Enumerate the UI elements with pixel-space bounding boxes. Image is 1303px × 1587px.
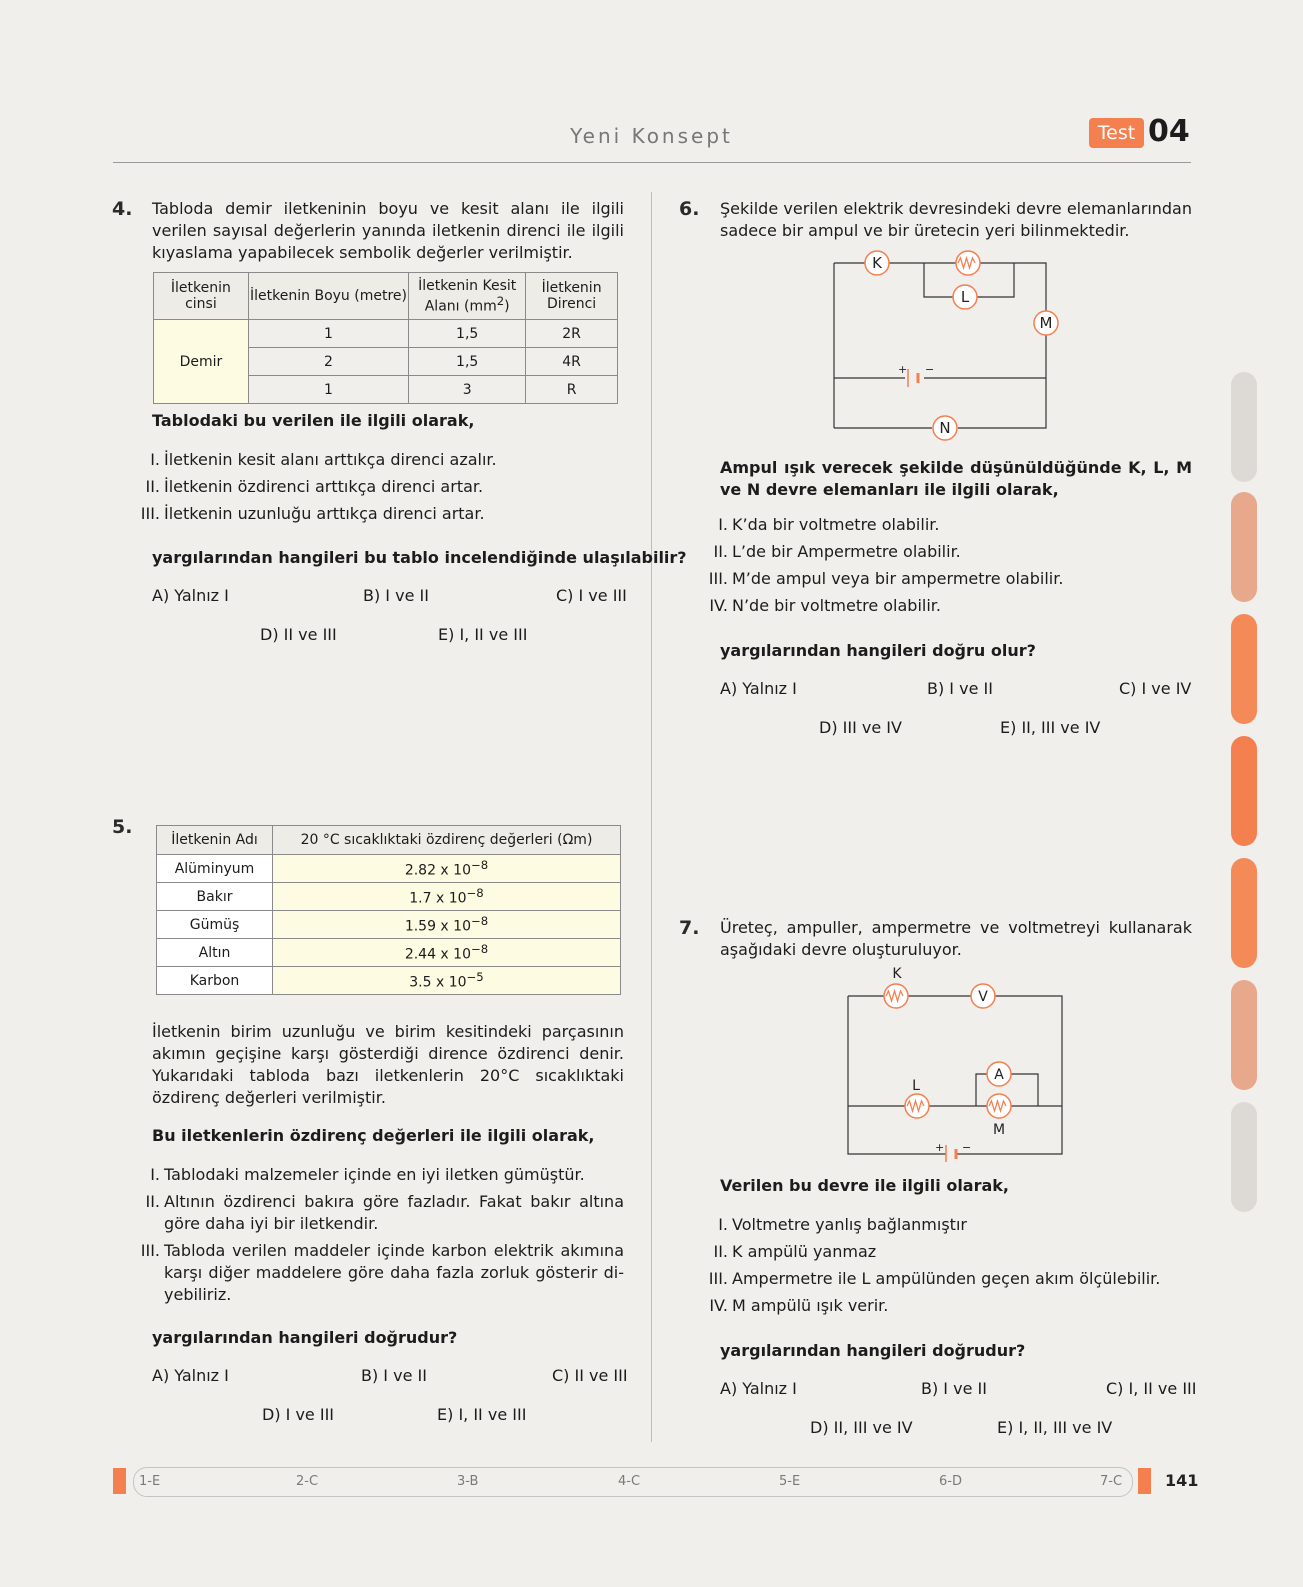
q4-item (132, 503, 485, 525)
q4-option-d[interactable]: D) II ve III (260, 625, 337, 644)
element-k-label: K (872, 254, 882, 272)
table-cell: 1,5 (409, 320, 526, 348)
q7-item (700, 1241, 876, 1263)
item-text: N’de bir voltmetre olabilir. (732, 596, 941, 615)
q5-th-name: İletkenin Adı (157, 826, 273, 855)
q4-th-material: İletkenin cinsi (154, 273, 249, 320)
item-text: Ampermetre ile L ampülünden geçen akım ölçülebilir. (732, 1269, 1161, 1288)
item-text: L’de bir Ampermetre olabilir. (732, 542, 961, 561)
side-tab[interactable] (1231, 492, 1257, 602)
table-cell: Altın (157, 939, 273, 967)
q4-material-cell: Demir (154, 320, 249, 404)
q5-option-d[interactable]: D) I ve III (262, 1405, 335, 1424)
table-cell (273, 967, 621, 995)
q6-number: 6. (679, 198, 700, 220)
q7-option-c[interactable]: C) I, II ve III (1106, 1379, 1197, 1398)
roman-numeral: II. (145, 1192, 160, 1211)
q4-th-length: İletkenin Boyu (metre) (248, 273, 408, 320)
item-text: M’de ampul veya bir ampermetre olabilir. (732, 569, 1064, 588)
page-number: 141 (1165, 1471, 1199, 1490)
header-divider (113, 162, 1191, 163)
q7-question: yargılarından hangileri doğrudur? (720, 1341, 1026, 1360)
roman-numeral: II. (145, 477, 160, 496)
side-tab[interactable] (1231, 372, 1257, 482)
answer-key-item: 4-C (618, 1474, 641, 1489)
item-text: İletkenin kesit alanı arttıkça direnci azalır. (164, 450, 497, 469)
q7-lead: Verilen bu devre ile ilgili olarak, (720, 1176, 1010, 1195)
table-cell: Karbon (157, 967, 273, 995)
roman-numeral: I. (718, 515, 728, 534)
q6-option-c[interactable]: C) I ve IV (1119, 679, 1192, 698)
roman-numeral: I. (718, 1215, 728, 1234)
side-tab[interactable] (1231, 1102, 1257, 1212)
roman-numeral: IV. (709, 596, 728, 615)
value-base: 1.59 x 10 (404, 918, 471, 935)
battery-minus: − (962, 1141, 972, 1154)
q6-question: yargılarından hangileri doğru olur? (720, 641, 1036, 660)
answer-key-item: 2-C (296, 1474, 319, 1489)
q5-lead: Bu iletkenlerin özdirenç değerleri ile ilgili olarak, (152, 1126, 595, 1145)
q4-option-a[interactable]: A) Yalnız I (152, 586, 229, 605)
table-cell: 1 (248, 376, 408, 404)
q7-option-a[interactable]: A) Yalnız I (720, 1379, 797, 1398)
footer-accent-left (113, 1468, 126, 1494)
q5-question: yargılarından hangileri doğrudur? (152, 1328, 458, 1347)
roman-numeral: III. (140, 1241, 160, 1260)
table-cell (273, 911, 621, 939)
q5-option-e[interactable]: E) I, II ve III (437, 1405, 527, 1424)
side-tab[interactable] (1231, 858, 1257, 968)
roman-numeral: III. (708, 1269, 728, 1288)
item-text: İletkenin özdirenci arttıkça direnci artar. (164, 477, 484, 496)
answer-key-item: 3-B (457, 1474, 479, 1489)
q4-item (132, 476, 483, 498)
q7-option-e[interactable]: E) I, II, III ve IV (997, 1418, 1113, 1437)
q6-item (700, 568, 1063, 590)
q5-option-a[interactable]: A) Yalnız I (152, 1366, 229, 1385)
q5-th-value: 20 °C sıcaklıktaki özdirenç değerleri (Ωm) (273, 826, 621, 855)
q4-th-area-sup: 2 (496, 293, 505, 308)
q5-option-b[interactable]: B) I ve II (361, 1366, 427, 1385)
test-badge: Test (1089, 118, 1144, 148)
item-text: Altının özdirenci bakıra göre fazladır. Fakat bakır altına göre daha iyi bir iletkendir. (164, 1192, 624, 1233)
item-text: K’da bir voltmetre olabilir. (732, 515, 940, 534)
q6-lead: Ampul ışık verecek şekilde düşünüldüğünde K, L, M ve N devre elemanları ile ilgili olarak, (720, 458, 1192, 499)
element-n-label: N (939, 419, 951, 437)
q4-th-area-text: İletkenin Kesit Alanı (mm (418, 277, 517, 315)
q7-circuit-diagram (840, 962, 1070, 1162)
q5-number: 5. (112, 816, 133, 838)
answer-key-item: 1-E (139, 1474, 161, 1489)
item-text: Tabloda verilen maddeler içinde karbon elektrik akımına karşı diğer maddelere göre daha fazla zorluk gösterir di-yebiliriz. (164, 1241, 624, 1304)
table-cell: 4R (526, 348, 618, 376)
roman-numeral: II. (713, 542, 728, 561)
answer-key-item: 7-C (1100, 1474, 1123, 1489)
q7-item (700, 1295, 888, 1317)
q6-option-b[interactable]: B) I ve II (927, 679, 993, 698)
q7-item (700, 1268, 1160, 1290)
value-exponent: −8 (470, 858, 489, 873)
item-text: M ampülü ışık verir. (732, 1296, 889, 1315)
q7-number: 7. (679, 917, 700, 939)
value-base: 2.44 x 10 (404, 946, 471, 963)
q6-item (700, 514, 939, 536)
q4-item (132, 449, 497, 471)
answer-key-item: 6-D (939, 1474, 962, 1489)
table-cell: 3 (409, 376, 526, 404)
q5-item (132, 1240, 624, 1306)
q6-stem: Şekilde verilen elektrik devresindeki devre elemanlarından sadece bir ampul ve bir üretecin yeri bilinmektedir. (720, 199, 1192, 240)
item-text: Tablodaki malzemeler içinde en iyi iletken gümüştür. (164, 1165, 585, 1184)
table-cell: Gümüş (157, 911, 273, 939)
table-cell: Alüminyum (157, 855, 273, 883)
voltmeter-label: V (978, 989, 988, 1005)
table-cell: 2 (248, 348, 408, 376)
value-exponent: −8 (470, 914, 489, 929)
q5-item (132, 1191, 624, 1235)
q4-option-c[interactable]: C) I ve III (556, 586, 627, 605)
item-text: İletkenin uzunluğu arttıkça direnci artar. (164, 504, 485, 523)
value-base: 2.82 x 10 (404, 862, 471, 879)
roman-numeral: III. (708, 569, 728, 588)
q6-item (700, 541, 961, 563)
footer-accent-right (1138, 1468, 1151, 1494)
q4-stem: Tabloda demir iletkeninin boyu ve kesit alanı ile ilgili verilen sayısal değerlerin yanında iletkenin direnci ile ilgili kıyaslama yapabilecek sembolik değerler verilmiştir. (152, 199, 624, 262)
battery-plus: + (898, 363, 908, 376)
q4-option-b[interactable]: B) I ve II (363, 586, 429, 605)
q4-option-e[interactable]: E) I, II ve III (438, 625, 528, 644)
q7-stem: Üreteç, ampuller, ampermetre ve voltmetreyi kullanarak aşağıdaki devre oluşturuluyor. (720, 918, 1192, 959)
table-cell: 1,5 (409, 348, 526, 376)
series-title: Yeni Konsept (570, 124, 733, 148)
value-base: 3.5 x 10 (409, 974, 467, 991)
roman-numeral: III. (140, 504, 160, 523)
value-exponent: −5 (466, 970, 484, 985)
ammeter-label: A (994, 1067, 1004, 1083)
q5-stem: İletkenin birim uzunluğu ve birim kesitindeki parçasının akımın geçişine karşı gösterdiği dirence özdirenci denir. Yukarıdaki tabloda bazı iletkenlerin 20°C sıcaklıktaki özdirenç değerleri verilmiştir. (152, 1022, 624, 1107)
q6-option-d[interactable]: D) III ve IV (819, 718, 902, 737)
answer-key-item: 5-E (779, 1474, 801, 1489)
q6-option-e[interactable]: E) II, III ve IV (1000, 718, 1101, 737)
q5-option-c[interactable]: C) II ve III (552, 1366, 628, 1385)
value-exponent: −8 (466, 886, 484, 901)
q4-lead: Tablodaki bu verilen ile ilgili olarak, (152, 411, 475, 430)
q4-th-area-close: ) (504, 298, 510, 315)
element-l-label: L (960, 288, 970, 306)
table-cell: R (526, 376, 618, 404)
table-cell (273, 855, 621, 883)
q6-item (700, 595, 941, 617)
q6-option-a[interactable]: A) Yalnız I (720, 679, 797, 698)
q7-option-b[interactable]: B) I ve II (921, 1379, 987, 1398)
battery-minus: − (925, 363, 935, 376)
q7-option-d[interactable]: D) II, III ve IV (810, 1418, 913, 1437)
q5-table (156, 825, 621, 995)
q4-th-resistance: İletkenin Direnci (526, 273, 618, 320)
q4-question: yargılarından hangileri bu tablo incelendiğinde ulaşılabilir? (152, 548, 687, 567)
lamp-m-label: M (992, 1122, 1006, 1138)
lamp-l-label: L (912, 1078, 920, 1094)
value-exponent: −8 (470, 942, 489, 957)
q4-table (153, 272, 618, 404)
test-number: 04 (1148, 114, 1190, 149)
lamp-k-label: K (892, 966, 902, 982)
roman-numeral: IV. (709, 1296, 728, 1315)
q6-circuit-diagram (820, 245, 1070, 445)
value-base: 1.7 x 10 (409, 890, 467, 907)
side-tab[interactable] (1231, 980, 1257, 1090)
roman-numeral: I. (150, 1165, 160, 1184)
q5-item (132, 1164, 585, 1186)
item-text: K ampülü yanmaz (732, 1242, 877, 1261)
q4-th-area (409, 273, 526, 320)
table-cell (273, 939, 621, 967)
roman-numeral: II. (713, 1242, 728, 1261)
column-divider (651, 192, 652, 1442)
table-cell: 2R (526, 320, 618, 348)
element-m-label: M (1039, 314, 1053, 332)
side-tab[interactable] (1231, 614, 1257, 724)
q7-item (700, 1214, 967, 1236)
table-cell: Bakır (157, 883, 273, 911)
roman-numeral: I. (150, 450, 160, 469)
table-cell: 1 (248, 320, 408, 348)
table-cell (273, 883, 621, 911)
q4-number: 4. (112, 198, 133, 220)
side-tab[interactable] (1231, 736, 1257, 846)
battery-plus: + (935, 1141, 945, 1154)
item-text: Voltmetre yanlış bağlanmıştır (732, 1215, 967, 1234)
